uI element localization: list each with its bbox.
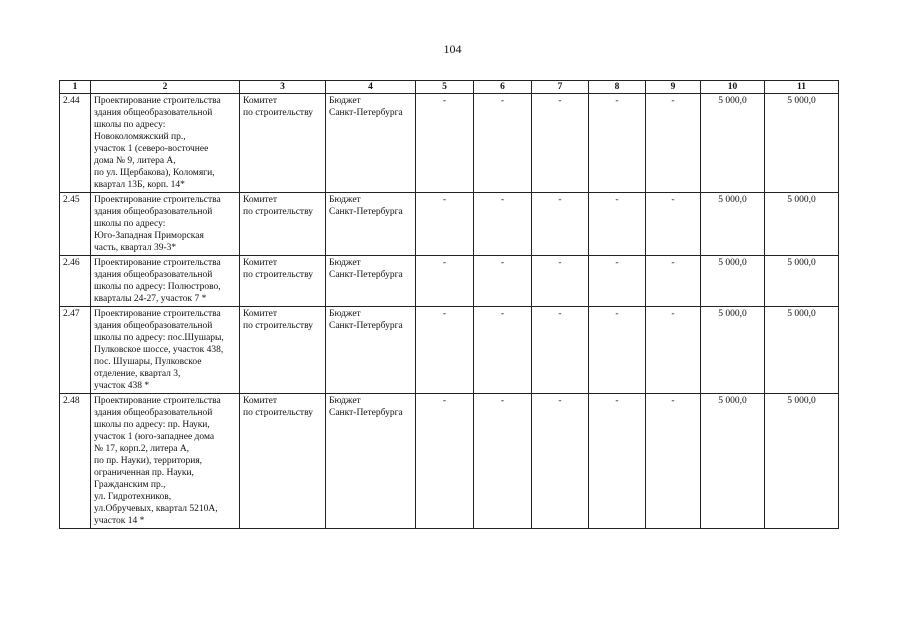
- col-header-10: 10: [701, 81, 765, 94]
- cell-object-name: Проектирование строительства здания общеобразовательной школы по адресу: Полюстрово, кварталы 24-27, участок 7 *: [91, 256, 240, 307]
- cell-col-8: -: [589, 394, 646, 529]
- cell-customer: Комитет по строительству: [240, 394, 326, 529]
- cell-col-5: -: [416, 94, 474, 193]
- cell-col-7: -: [532, 307, 589, 394]
- cell-object-name: Проектирование строительства здания общеобразовательной школы по адресу: Новоколомяжский пр., участок 1 (северо-восточнее дома № 9, литера А, по ул. Щербакова), Коломяги, квартал 13Б, корп. 14*: [91, 94, 240, 193]
- cell-col-10-amount: 5 000,0: [701, 193, 765, 256]
- table-row: [60, 256, 839, 307]
- col-header-4: 4: [326, 81, 416, 94]
- table-row: [60, 307, 839, 394]
- cell-col-11-amount: 5 000,0: [765, 94, 839, 193]
- page-number: 104: [443, 42, 462, 56]
- cell-funding-source: Бюджет Санкт-Петербурга: [326, 193, 416, 256]
- cell-col-9: -: [646, 193, 701, 256]
- cell-col-10-amount: 5 000,0: [701, 394, 765, 529]
- col-header-7: 7: [532, 81, 589, 94]
- cell-col-10-amount: 5 000,0: [701, 94, 765, 193]
- cell-col-11-amount: 5 000,0: [765, 256, 839, 307]
- col-header-2: 2: [91, 81, 240, 94]
- cell-col-5: -: [416, 193, 474, 256]
- cell-funding-source: Бюджет Санкт-Петербурга: [326, 256, 416, 307]
- cell-col-6: -: [474, 94, 532, 193]
- cell-col-11-amount: 5 000,0: [765, 307, 839, 394]
- cell-col-8: -: [589, 193, 646, 256]
- cell-col-11-amount: 5 000,0: [765, 394, 839, 529]
- cell-number: 2.44: [60, 94, 91, 193]
- cell-col-8: -: [589, 94, 646, 193]
- cell-col-8: -: [589, 307, 646, 394]
- col-header-8: 8: [589, 81, 646, 94]
- program-table: [59, 80, 839, 529]
- cell-col-9: -: [646, 307, 701, 394]
- cell-object-name: Проектирование строительства здания общеобразовательной школы по адресу: Юго-Западная Приморская часть, квартал 39-3*: [91, 193, 240, 256]
- cell-col-11-amount: 5 000,0: [765, 193, 839, 256]
- cell-number: 2.48: [60, 394, 91, 529]
- cell-col-7: -: [532, 193, 589, 256]
- cell-col-8: -: [589, 256, 646, 307]
- table-row: [60, 394, 839, 529]
- cell-col-7: -: [532, 94, 589, 193]
- cell-customer: Комитет по строительству: [240, 193, 326, 256]
- cell-object-name: Проектирование строительства здания общеобразовательной школы по адресу: пр. Науки, участок 1 (юго-западнее дома № 17, корп.2, литера А, по пр. Науки), территория, ограниченная пр. Науки, Гражданским пр., ул. Гидротехников, ул.Обручевых, квартал 5210А, участок 14 *: [91, 394, 240, 529]
- col-header-11: 11: [765, 81, 839, 94]
- cell-customer: Комитет по строительству: [240, 256, 326, 307]
- cell-col-5: -: [416, 256, 474, 307]
- cell-col-9: -: [646, 256, 701, 307]
- cell-col-9: -: [646, 394, 701, 529]
- cell-col-7: -: [532, 256, 589, 307]
- cell-object-name: Проектирование строительства здания общеобразовательной школы по адресу: пос.Шушары, Пулковское шоссе, участок 438, пос. Шушары, Пулковское отделение, квартал 3, участок 438 *: [91, 307, 240, 394]
- cell-col-7: -: [532, 394, 589, 529]
- cell-col-6: -: [474, 256, 532, 307]
- cell-col-6: -: [474, 193, 532, 256]
- cell-col-6: -: [474, 307, 532, 394]
- cell-col-5: -: [416, 394, 474, 529]
- cell-number: 2.46: [60, 256, 91, 307]
- cell-funding-source: Бюджет Санкт-Петербурга: [326, 394, 416, 529]
- col-header-3: 3: [240, 81, 326, 94]
- table-row: [60, 94, 839, 193]
- cell-customer: Комитет по строительству: [240, 307, 326, 394]
- col-header-1: 1: [60, 81, 91, 94]
- col-header-9: 9: [646, 81, 701, 94]
- cell-col-10-amount: 5 000,0: [701, 307, 765, 394]
- cell-number: 2.47: [60, 307, 91, 394]
- header-row: [60, 81, 839, 94]
- col-header-5: 5: [416, 81, 474, 94]
- cell-col-5: -: [416, 307, 474, 394]
- cell-col-10-amount: 5 000,0: [701, 256, 765, 307]
- cell-col-6: -: [474, 394, 532, 529]
- cell-funding-source: Бюджет Санкт-Петербурга: [326, 94, 416, 193]
- cell-number: 2.45: [60, 193, 91, 256]
- col-header-6: 6: [474, 81, 532, 94]
- table-row: [60, 193, 839, 256]
- cell-customer: Комитет по строительству: [240, 94, 326, 193]
- cell-funding-source: Бюджет Санкт-Петербурга: [326, 307, 416, 394]
- cell-col-9: -: [646, 94, 701, 193]
